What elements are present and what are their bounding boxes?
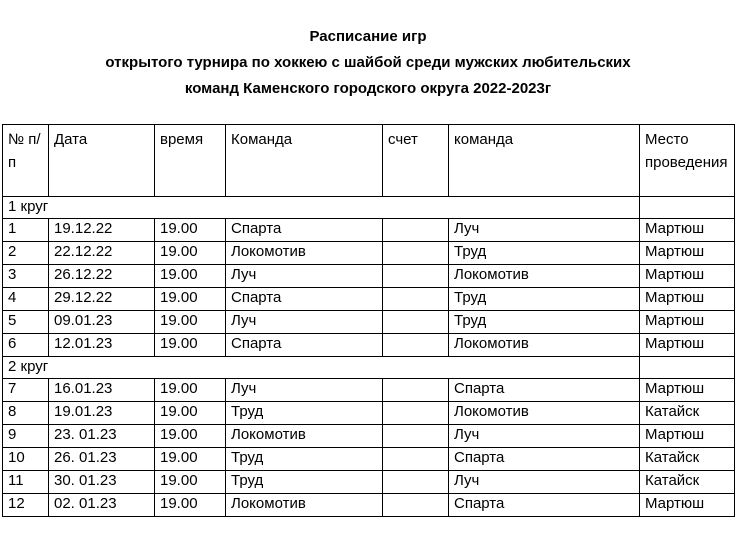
game-number-cell: 10: [3, 448, 49, 471]
game-number-cell: 7: [3, 379, 49, 402]
table-row: [3, 494, 735, 517]
game-date-cell: 12.01.23: [49, 334, 155, 357]
score-cell: [383, 448, 449, 471]
round-empty-cell: [640, 197, 735, 219]
away-team-cell: Труд: [449, 288, 640, 311]
venue-cell: Мартюш: [640, 425, 735, 448]
table-row: [3, 471, 735, 494]
venue-cell: Мартюш: [640, 494, 735, 517]
game-date-cell: 19.12.22: [49, 219, 155, 242]
header-number: № п/п: [3, 125, 49, 197]
game-number-cell: 4: [3, 288, 49, 311]
home-team-cell: Труд: [226, 471, 383, 494]
game-number-cell: 12: [3, 494, 49, 517]
venue-cell: Катайск: [640, 402, 735, 425]
table-row: [3, 288, 735, 311]
document-subtitle-line1: открытого турнира по хоккею с шайбой среди мужских любительских: [105, 54, 631, 71]
game-number-cell: 11: [3, 471, 49, 494]
away-team-cell: Луч: [449, 471, 640, 494]
game-time-cell: 19.00: [155, 311, 226, 334]
home-team-cell: Спарта: [226, 288, 383, 311]
away-team-cell: Луч: [449, 425, 640, 448]
header-team1: Команда: [226, 125, 383, 197]
score-cell: [383, 219, 449, 242]
game-date-cell: 26. 01.23: [49, 448, 155, 471]
header-team2: команда: [449, 125, 640, 197]
game-time-cell: 19.00: [155, 334, 226, 357]
round2-games: [3, 379, 735, 517]
home-team-cell: Локомотив: [226, 494, 383, 517]
venue-cell: Мартюш: [640, 242, 735, 265]
game-date-cell: 16.01.23: [49, 379, 155, 402]
away-team-cell: Спарта: [449, 379, 640, 402]
score-cell: [383, 494, 449, 517]
score-cell: [383, 471, 449, 494]
game-date-cell: 29.12.22: [49, 288, 155, 311]
game-date-cell: 09.01.23: [49, 311, 155, 334]
header-score: счет: [383, 125, 449, 197]
game-date-cell: 26.12.22: [49, 265, 155, 288]
round-row: [3, 197, 735, 219]
game-time-cell: 19.00: [155, 448, 226, 471]
table-row: [3, 311, 735, 334]
score-cell: [383, 311, 449, 334]
score-cell: [383, 288, 449, 311]
table-row: [3, 448, 735, 471]
game-time-cell: 19.00: [155, 425, 226, 448]
round1-games: [3, 219, 735, 357]
round-empty-cell: [640, 357, 735, 379]
score-cell: [383, 425, 449, 448]
venue-cell: Катайск: [640, 471, 735, 494]
score-cell: [383, 402, 449, 425]
away-team-cell: Труд: [449, 242, 640, 265]
game-date-cell: 23. 01.23: [49, 425, 155, 448]
venue-cell: Мартюш: [640, 288, 735, 311]
home-team-cell: Локомотив: [226, 242, 383, 265]
game-number-cell: 1: [3, 219, 49, 242]
round-row: [3, 357, 735, 379]
score-cell: [383, 379, 449, 402]
score-cell: [383, 242, 449, 265]
home-team-cell: Луч: [226, 379, 383, 402]
table-row: [3, 265, 735, 288]
round-label: 2 круг: [3, 357, 640, 379]
header-time: время: [155, 125, 226, 197]
table-row: [3, 242, 735, 265]
round-label: 1 круг: [3, 197, 640, 219]
game-number-cell: 5: [3, 311, 49, 334]
table-row: [3, 425, 735, 448]
away-team-cell: Спарта: [449, 494, 640, 517]
game-time-cell: 19.00: [155, 265, 226, 288]
home-team-cell: Луч: [226, 311, 383, 334]
table-row: [3, 379, 735, 402]
away-team-cell: Локомотив: [449, 265, 640, 288]
home-team-cell: Труд: [226, 448, 383, 471]
home-team-cell: Спарта: [226, 219, 383, 242]
game-number-cell: 2: [3, 242, 49, 265]
score-cell: [383, 265, 449, 288]
home-team-cell: Труд: [226, 402, 383, 425]
table-header-row: [3, 125, 735, 197]
venue-cell: Мартюш: [640, 311, 735, 334]
game-time-cell: 19.00: [155, 471, 226, 494]
table-row: [3, 334, 735, 357]
document-subtitle-line2: команд Каменского городского округа 2022-2023г: [184, 80, 552, 97]
away-team-cell: Локомотив: [449, 334, 640, 357]
schedule-table: [2, 124, 735, 517]
game-time-cell: 19.00: [155, 379, 226, 402]
venue-cell: Катайск: [640, 448, 735, 471]
game-number-cell: 6: [3, 334, 49, 357]
away-team-cell: Труд: [449, 311, 640, 334]
game-date-cell: 22.12.22: [49, 242, 155, 265]
game-time-cell: 19.00: [155, 242, 226, 265]
score-cell: [383, 334, 449, 357]
header-date: Дата: [49, 125, 155, 197]
away-team-cell: Спарта: [449, 448, 640, 471]
home-team-cell: Локомотив: [226, 425, 383, 448]
table-row: [3, 402, 735, 425]
venue-cell: Мартюш: [640, 379, 735, 402]
header-place: Место проведения: [640, 125, 735, 197]
game-date-cell: 02. 01.23: [49, 494, 155, 517]
game-time-cell: 19.00: [155, 402, 226, 425]
game-number-cell: 8: [3, 402, 49, 425]
table-row: [3, 219, 735, 242]
game-time-cell: 19.00: [155, 494, 226, 517]
venue-cell: Мартюш: [640, 265, 735, 288]
venue-cell: Мартюш: [640, 219, 735, 242]
document-title: Расписание игр: [309, 28, 427, 45]
away-team-cell: Луч: [449, 219, 640, 242]
game-number-cell: 9: [3, 425, 49, 448]
away-team-cell: Локомотив: [449, 402, 640, 425]
game-time-cell: 19.00: [155, 288, 226, 311]
game-date-cell: 19.01.23: [49, 402, 155, 425]
game-time-cell: 19.00: [155, 219, 226, 242]
home-team-cell: Спарта: [226, 334, 383, 357]
game-date-cell: 30. 01.23: [49, 471, 155, 494]
home-team-cell: Луч: [226, 265, 383, 288]
venue-cell: Мартюш: [640, 334, 735, 357]
game-number-cell: 3: [3, 265, 49, 288]
